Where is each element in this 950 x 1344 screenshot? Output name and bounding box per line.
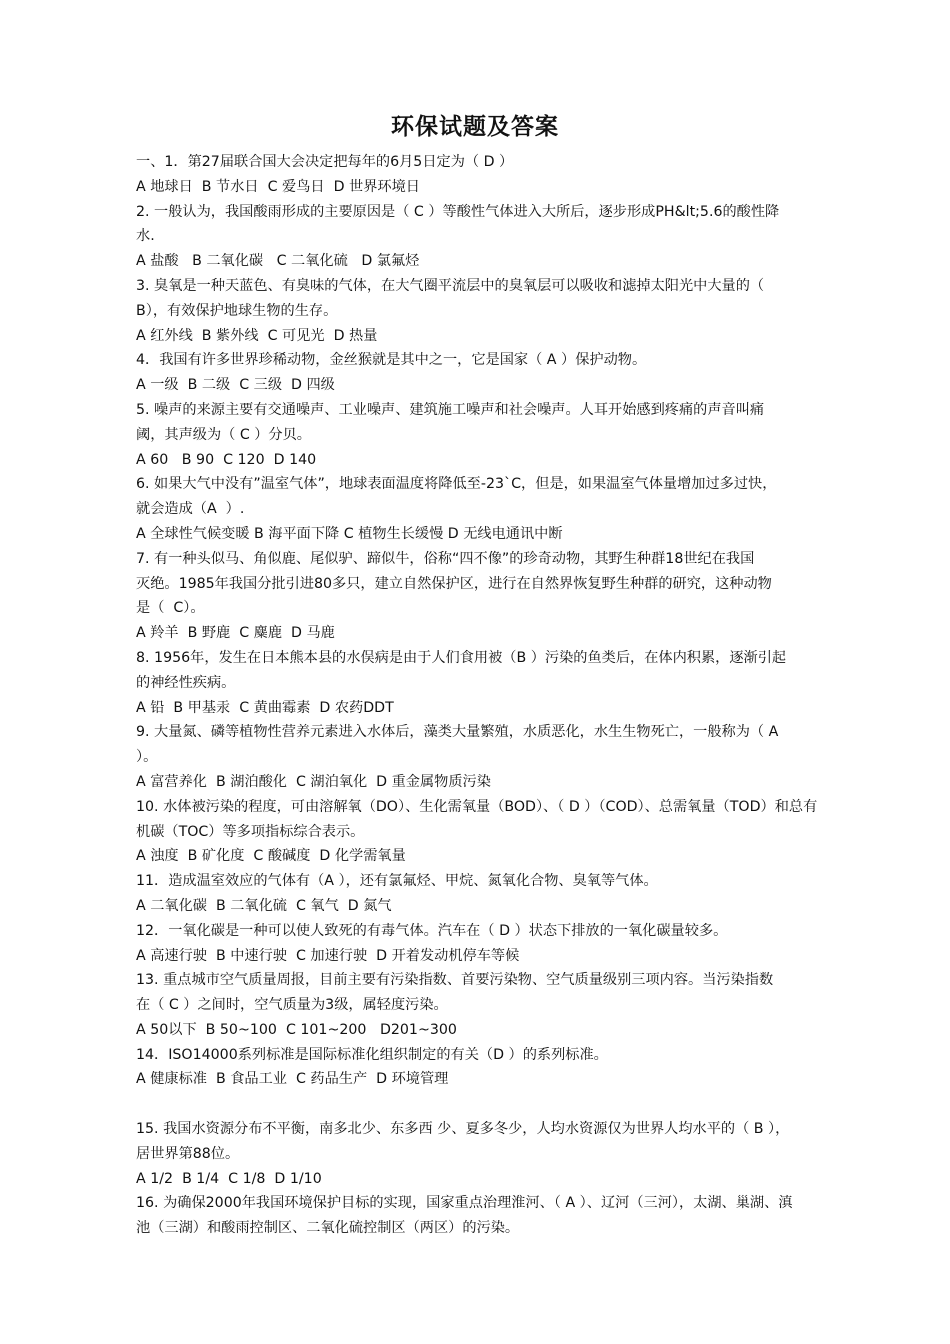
text-line: 是（ C）。: [136, 600, 205, 617]
text-line: A 高速行驶 B 中速行驶 C 加速行驶 D 开着发动机停车等候: [136, 947, 520, 964]
text-line: 5. 噪声的来源主要有交通噪声、工业噪声、建筑施工噪声和社会噪声。人耳开始感到疼痛的声音叫痛: [136, 401, 765, 418]
text-line: A 浊度 B 矿化度 C 酸碱度 D 化学需氧量: [136, 848, 406, 865]
text-line: 12．一氧化碳是一种可以使人致死的有毒气体。汽车在（ D ）状态下排放的一氧化碳量较多。: [136, 922, 728, 939]
text-line: 9. 大量氮、磷等植物性营养元素进入水体后，藻类大量繁殖，水质恶化，水生生物死亡，一般称为（ A: [136, 724, 779, 741]
text-line: ）。: [136, 749, 158, 766]
text-line: A 二氧化碳 B 二氧化硫 C 氧气 D 氮气: [136, 897, 392, 914]
text-line: 7. 有一种头似马、角似鹿、尾似驴、蹄似牛，俗称“四不像”的珍奇动物，其野生种群18世纪在我国: [136, 550, 755, 567]
text-line: A 盐酸 B 二氧化碳 C 二氧化硫 D 氯氟烃: [136, 253, 420, 270]
text-line: A 铅 B 甲基汞 C 黄曲霉素 D 农药DDT: [136, 699, 394, 716]
text-line: 在（ C ）之间时，空气质量为3级，属轻度污染。: [136, 997, 448, 1014]
text-line: 10. 水体被污染的程度，可由溶解氧（DO）、生化需氧量（BOD）、（ D ）（COD）、总需氧量（TOD）和总有: [136, 798, 818, 815]
text-line: 14．ISO14000系列标准是国际标准化组织制定的有关（D ）的系列标准。: [136, 1046, 608, 1063]
text-line: A 50以下 B 50~100 C 101~200 D201~300: [136, 1021, 457, 1038]
text-line: 13. 重点城市空气质量周报，目前主要有污染指数、首要污染物、空气质量级别三项内容。当污染指数: [136, 972, 774, 989]
text-line: 一、1．第27届联合国大会决定把每年的6月5日定为（ D ）: [136, 154, 514, 170]
text-line: 池（三湖）和酸雨控制区、二氧化硫控制区（两区）的污染。: [136, 1220, 520, 1237]
text-line: A 全球性气候变暖 B 海平面下降 C 植物生长缓慢 D 无线电通讯中断: [136, 525, 563, 542]
text-line: 就会造成（A ）.: [136, 501, 245, 518]
text-line: A 1/2 B 1/4 C 1/8 D 1/10: [136, 1170, 322, 1187]
text-line: 8. 1956年，发生在日本熊本县的水俣病是由于人们食用被（B ）污染的鱼类后，在体内积累，逐渐引起: [136, 649, 787, 666]
text-line: 灭绝。1985年我国分批引进80多只，建立自然保护区，进行在自然界恢复野生种群的研究，这种动物: [136, 575, 772, 592]
text-line: A 富营养化 B 湖泊酸化 C 湖泊氧化 D 重金属物质污染: [136, 773, 491, 790]
text-line: 11．造成温室效应的气体有（A ），还有氯氟烃、甲烷、氮氧化合物、臭氧等气体。: [136, 873, 658, 890]
text-line: 的神经性疾病。: [136, 674, 236, 691]
text-line: A 羚羊 B 野鹿 C 麋鹿 D 马鹿: [136, 625, 335, 642]
text-line: A 地球日 B 节水日 C 爱鸟日 D 世界环境日: [136, 178, 420, 195]
document-title: 环保试题及答案: [391, 113, 559, 140]
text-line: 机碳（TOC）等多项指标综合表示。: [136, 823, 365, 840]
text-line: 2. 一般认为，我国酸雨形成的主要原因是（ C ）等酸性气体进入大所后，逐步形成PH&lt;5.6的酸性降: [136, 203, 780, 220]
text-line: 4．我国有许多世界珍稀动物，金丝猴就是其中之一，它是国家（ A ）保护动物。: [136, 352, 647, 369]
text-line: 阈，其声级为（ C ）分贝。: [136, 426, 311, 443]
text-line: 16. 为确保2000年我国环境保护目标的实现，国家重点治理淮河、（ A ）、辽河（三河），太湖、巢湖、滇: [136, 1195, 793, 1212]
text-line: 6. 如果大气中没有”温室气体”，地球表面温度将降低至-23`C，但是，如果温室气体量增加过多过快，: [136, 476, 777, 493]
text-line: 15. 我国水资源分布不平衡，南多北少、东多西 少、夏多冬少，人均水资源仅为世界人均水平的（ B ），: [136, 1121, 790, 1138]
text-line: A 一级 B 二级 C 三级 D 四级: [136, 377, 335, 394]
text-line: 3. 臭氧是一种天蓝色、有臭味的气体，在大气圈平流层中的臭氧层可以吸收和滤掉太阳光中大量的（: [136, 277, 765, 294]
blank-line: [136, 1092, 866, 1117]
text-line: 居世界第88位。: [136, 1145, 240, 1162]
document-body: [136, 150, 866, 1241]
text-line: A 红外线 B 紫外线 C 可见光 D 热量: [136, 327, 378, 344]
text-line: A 60 B 90 C 120 D 140: [136, 451, 317, 468]
text-line: B），有效保护地球生物的生存。: [136, 302, 338, 319]
text-line: 水.: [136, 228, 155, 245]
text-line: A 健康标准 B 食品工业 C 药品生产 D 环境管理: [136, 1071, 449, 1088]
